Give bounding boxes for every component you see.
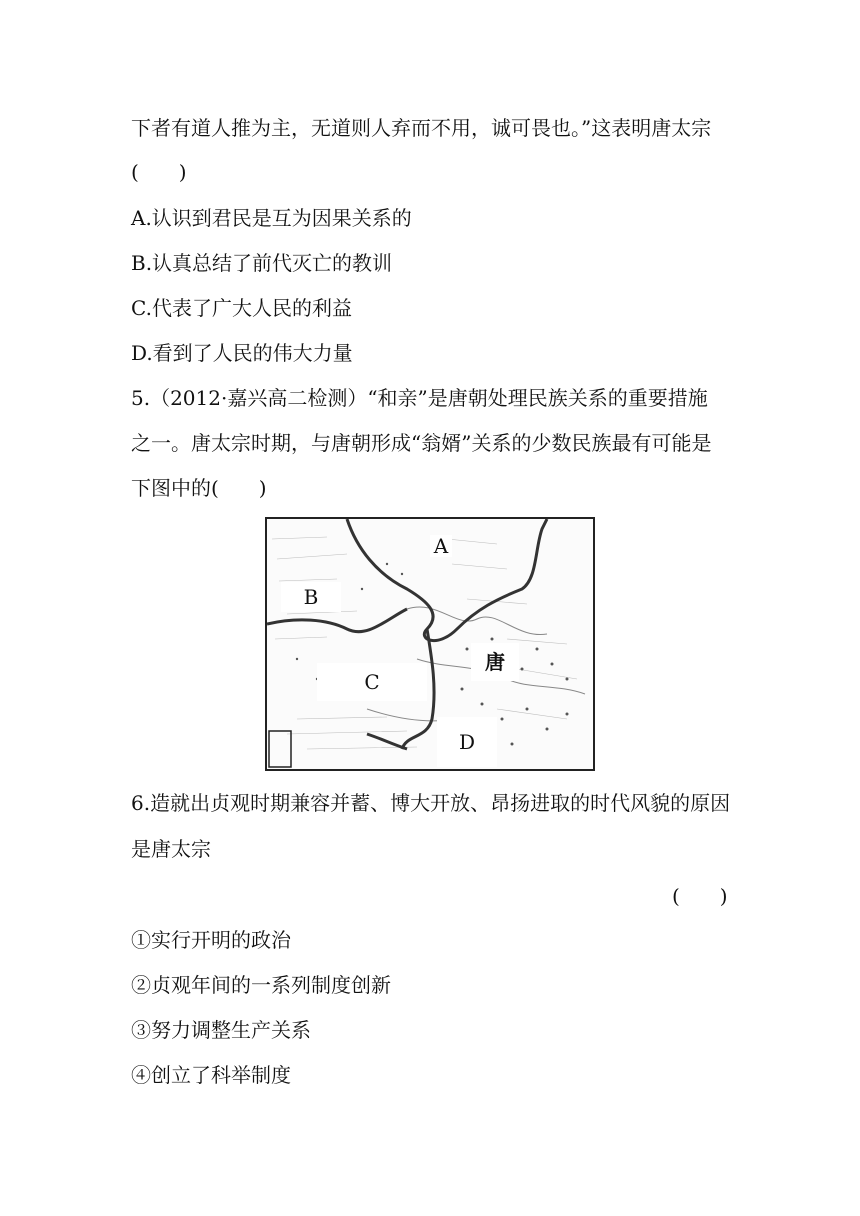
q6-item-1: ①实行开明的政治 — [131, 928, 291, 952]
q6-item-3: ③努力调整生产关系 — [131, 1018, 311, 1042]
map-label-d: D — [437, 717, 497, 767]
q6-answer-blank: ( ) — [672, 884, 728, 908]
q4-option-b: B.认真总结了前代灭亡的教训 — [131, 251, 393, 275]
q4-option-c: C.代表了广大人民的利益 — [131, 296, 352, 320]
map-label-c: C — [317, 663, 427, 701]
map-label-a: A — [430, 535, 452, 557]
q6-stem-line-1: 6.造就出贞观时期兼容并蓄、博大开放、昂扬进取的时代风貌的原因 — [131, 791, 731, 815]
map-label-b: B — [281, 582, 341, 612]
q6-stem-line-2: 是唐太宗 — [131, 837, 211, 861]
q5-stem-line-2: 之一。唐太宗时期，与唐朝形成“翁婿”关系的少数民族最有可能是 — [131, 431, 712, 455]
q4-option-d: D.看到了人民的伟大力量 — [131, 341, 353, 365]
q6-item-2: ②贞观年间的一系列制度创新 — [131, 973, 391, 997]
q5-stem-line-1: 5.（2012·嘉兴高二检测）“和亲”是唐朝处理民族关系的重要措施 — [131, 386, 708, 410]
q4-option-a: A.认识到君民是互为因果关系的 — [131, 206, 412, 230]
q4-stem-ending: 下者有道人推为主，无道则人弃而不用，诚可畏也。”这表明唐太宗 — [131, 116, 712, 140]
q6-item-4: ④创立了科举制度 — [131, 1063, 291, 1087]
map-label-tang: 唐 — [471, 643, 519, 681]
q4-answer-blank: ( ) — [131, 160, 187, 184]
q5-stem-line-3: 下图中的( ) — [131, 476, 267, 500]
tang-dynasty-map — [265, 517, 595, 771]
